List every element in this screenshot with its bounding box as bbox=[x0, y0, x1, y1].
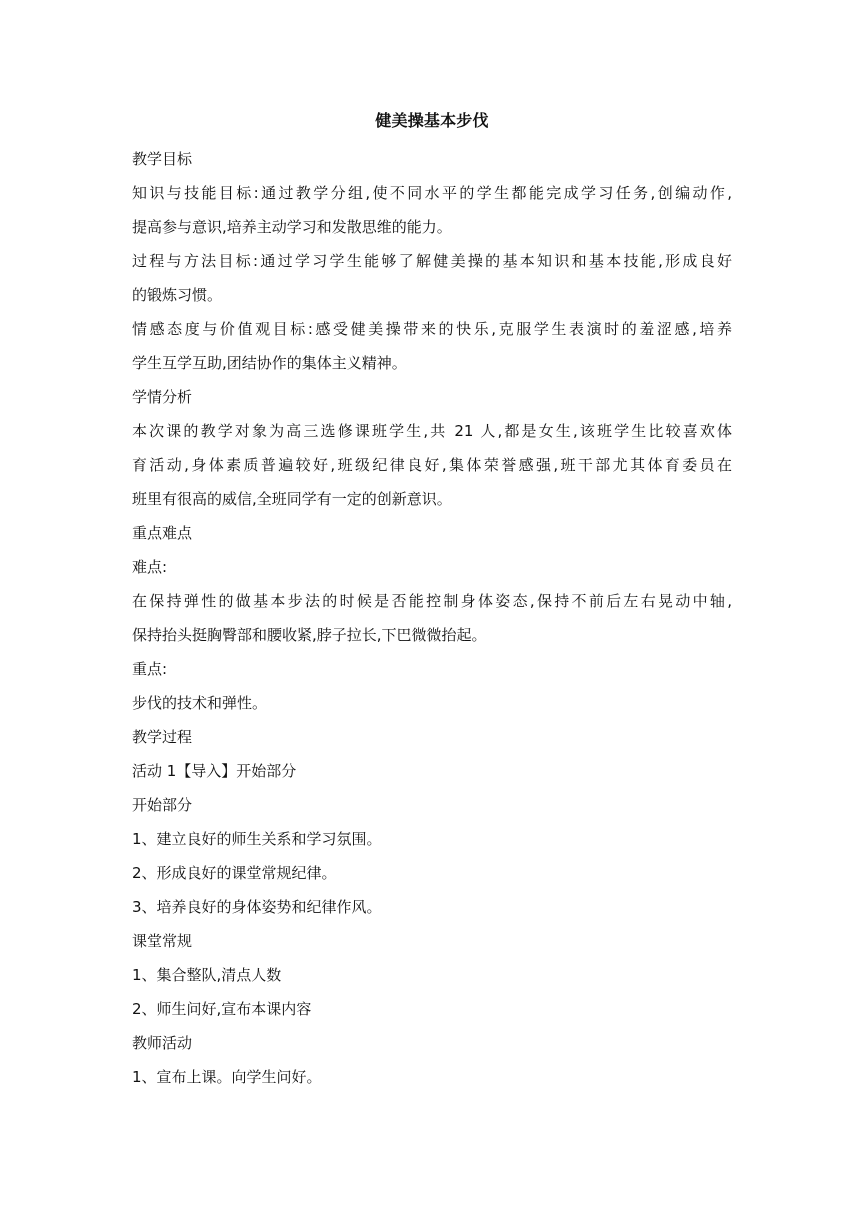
text-line: 情感态度与价值观目标:感受健美操带来的快乐,克服学生表演时的羞涩感,培养 bbox=[132, 320, 732, 338]
text-line: 重点难点 bbox=[132, 524, 193, 542]
text-line: 班里有很高的威信,全班同学有一定的创新意识。 bbox=[132, 490, 452, 508]
text-line: 2、形成良好的课堂常规纪律。 bbox=[132, 864, 337, 882]
text-line: 本次课的教学对象为高三选修课班学生,共 21 人,都是女生,该班学生比较喜欢体 bbox=[132, 422, 732, 440]
text-line: 步伐的技术和弹性。 bbox=[132, 694, 268, 712]
text-line: 保持抬头挺胸臀部和腰收紧,脖子拉长,下巴微微抬起。 bbox=[132, 626, 487, 644]
text-line: 活动 1【导入】开始部分 bbox=[132, 762, 297, 780]
text-line: 知识与技能目标:通过教学分组,使不同水平的学生都能完成学习任务,创编动作, bbox=[132, 184, 732, 202]
text-line: 2、师生问好,宣布本课内容 bbox=[132, 1000, 312, 1018]
text-line: 过程与方法目标:通过学习学生能够了解健美操的基本知识和基本技能,形成良好 bbox=[132, 252, 732, 270]
text-line: 育活动,身体素质普遍较好,班级纪律良好,集体荣誉感强,班干部尤其体育委员在 bbox=[132, 456, 732, 474]
text-line: 1、建立良好的师生关系和学习氛围。 bbox=[132, 830, 382, 848]
text-line: 的锻炼习惯。 bbox=[132, 286, 223, 304]
text-line: 教学目标 bbox=[132, 150, 193, 168]
text-line: 1、宣布上课。向学生问好。 bbox=[132, 1068, 322, 1086]
text-line: 1、集合整队,清点人数 bbox=[132, 966, 282, 984]
text-line: 开始部分 bbox=[132, 796, 193, 814]
document-title: 健美操基本步伐 bbox=[375, 111, 489, 130]
document-body bbox=[132, 108, 732, 1094]
text-line: 提高参与意识,培养主动学习和发散思维的能力。 bbox=[132, 218, 452, 236]
text-line: 重点: bbox=[132, 660, 168, 678]
text-line: 难点: bbox=[132, 558, 168, 576]
text-line: 在保持弹性的做基本步法的时候是否能控制身体姿态,保持不前后左右晃动中轴, bbox=[132, 592, 732, 610]
text-line: 3、培养良好的身体姿势和纪律作风。 bbox=[132, 898, 382, 916]
text-line: 教学过程 bbox=[132, 728, 193, 746]
text-line: 教师活动 bbox=[132, 1034, 193, 1052]
text-line: 学生互学互助,团结协作的集体主义精神。 bbox=[132, 354, 407, 372]
document-lines bbox=[132, 142, 732, 1094]
text-line: 课堂常规 bbox=[132, 932, 193, 950]
text-line: 学情分析 bbox=[132, 388, 193, 406]
